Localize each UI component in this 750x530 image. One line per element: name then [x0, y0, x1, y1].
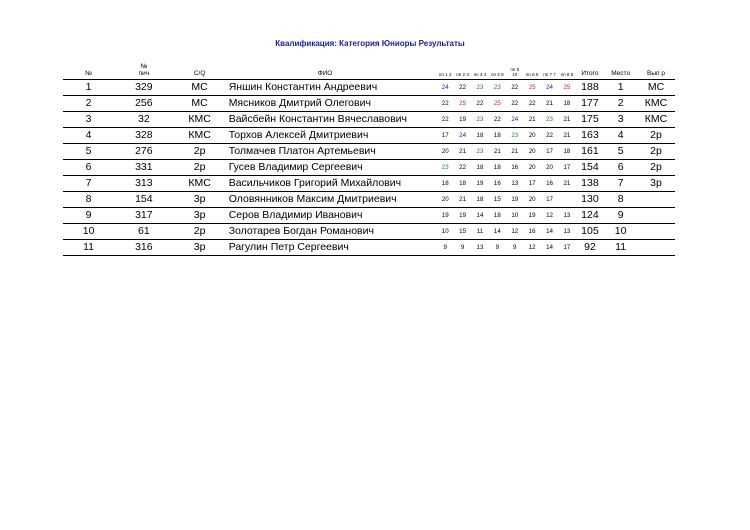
- cell-cq: 3р: [193, 209, 206, 221]
- header-result: Вып р: [647, 70, 665, 77]
- header-series-2: пп 2 3: [456, 72, 469, 77]
- cell-total: 154: [581, 161, 599, 173]
- cell-num: 4: [85, 129, 92, 141]
- cell-series-8: 21: [563, 132, 571, 139]
- cell-total: 161: [581, 145, 599, 157]
- cell-series-2: 19: [459, 116, 467, 123]
- cell-series-4: 16: [493, 180, 501, 187]
- cell-num: 8: [85, 193, 92, 205]
- cell-series-6: 17: [528, 180, 536, 187]
- cell-bib: 316: [135, 241, 153, 253]
- cell-cq: КМС: [188, 177, 211, 189]
- table-row: [63, 192, 675, 208]
- header-total: Итого: [581, 70, 599, 77]
- results-body: [63, 80, 675, 256]
- header-series-3: пп 3 4: [473, 72, 487, 77]
- cell-series-3: 23: [476, 84, 484, 91]
- cell-series-7: 17: [546, 148, 553, 155]
- cell-total: 92: [584, 241, 596, 253]
- cell-series-1: 17: [441, 132, 449, 139]
- cell-series-7: 17: [546, 196, 553, 203]
- cell-series-6: 25: [528, 84, 536, 91]
- cell-bib: 276: [135, 145, 153, 157]
- cell-series-8: 17: [563, 244, 571, 251]
- cell-series-1: 10: [441, 228, 449, 235]
- cell-series-3: 13: [476, 244, 484, 251]
- cell-series-1: 20: [441, 148, 449, 155]
- table-row: [63, 128, 675, 144]
- cell-series-7: 21: [546, 100, 553, 107]
- header-series-1: пп 1 2: [438, 72, 452, 77]
- cell-result: 2р: [650, 161, 662, 173]
- table-row: [63, 176, 675, 192]
- cell-series-7: 16: [546, 180, 553, 187]
- cell-name: Мясников Дмитрий Олегович: [228, 97, 371, 109]
- cell-series-5: 16: [511, 164, 519, 171]
- cell-place: 6: [617, 161, 624, 173]
- cell-cq: 3р: [193, 193, 206, 205]
- cell-series-6: 20: [528, 132, 536, 139]
- header-series-7: пп 7 7: [543, 72, 556, 77]
- cell-series-5: 24: [511, 116, 519, 123]
- cell-series-5: 19: [511, 196, 519, 203]
- cell-num: 2: [85, 97, 92, 109]
- cell-total: 175: [581, 113, 599, 125]
- cell-name: Васильчиков Григорий Михайлович: [228, 177, 402, 189]
- cell-place: 7: [617, 177, 624, 189]
- cell-bib: 256: [135, 97, 153, 109]
- cell-total: 130: [581, 193, 599, 205]
- cell-series-6: 16: [528, 228, 536, 235]
- cell-bib: 61: [137, 225, 150, 237]
- cell-series-1: 20: [441, 196, 449, 203]
- cell-name: Толмачев Платон Артемьевич: [228, 145, 376, 157]
- table-row: [63, 224, 675, 240]
- header-place: Место: [611, 70, 631, 77]
- cell-total: 124: [581, 209, 599, 221]
- cell-series-4: 9: [495, 244, 500, 251]
- cell-series-3: 18: [476, 196, 484, 203]
- cell-series-7: 12: [546, 212, 553, 219]
- cell-total: 105: [581, 225, 599, 237]
- cell-series-1: 9: [443, 244, 447, 251]
- cell-series-5: 13: [511, 180, 519, 187]
- cell-series-6: 22: [528, 100, 536, 107]
- cell-series-7: 22: [546, 132, 553, 139]
- cell-result: КМС: [644, 113, 668, 125]
- cell-place: 1: [617, 81, 624, 93]
- cell-series-5: 10: [511, 212, 519, 219]
- cell-name: Рагулин Петр Сергеевич: [228, 241, 349, 253]
- cell-result: [637, 192, 675, 208]
- header-fio: ФИО: [317, 70, 333, 77]
- cell-series-1: 24: [441, 84, 449, 91]
- cell-series-2: 18: [459, 180, 467, 187]
- cell-series-5: 22: [511, 100, 519, 107]
- cell-series-8: 18: [563, 100, 571, 107]
- cell-name: Серов Владимир Иванович: [228, 209, 363, 221]
- cell-series-2: 15: [459, 228, 467, 235]
- cell-result: КМС: [644, 97, 668, 109]
- cell-place: 5: [617, 145, 624, 157]
- cell-place: 9: [617, 209, 624, 221]
- cell-series-7: 24: [546, 84, 553, 91]
- cell-series-1: 22: [441, 116, 449, 123]
- cell-series-5: 21: [511, 148, 519, 155]
- cell-series-1: 18: [441, 180, 449, 187]
- cell-bib: 331: [135, 161, 153, 173]
- cell-cq: 2р: [193, 145, 206, 157]
- cell-total: 177: [581, 97, 599, 109]
- cell-cq: 2р: [193, 161, 206, 173]
- cell-series-3: 22: [476, 100, 484, 107]
- cell-place: 8: [617, 193, 624, 205]
- cell-name: Вайсбейн Константин Вячеславович: [228, 113, 407, 125]
- cell-series-3: 23: [476, 148, 484, 155]
- cell-series-2: 19: [459, 212, 467, 219]
- cell-place: 4: [617, 129, 624, 141]
- cell-series-2: 22: [459, 84, 467, 91]
- header-bib: [114, 58, 173, 80]
- cell-result: 2р: [650, 129, 662, 141]
- results-table: [63, 58, 675, 256]
- header-num: №: [85, 70, 93, 77]
- cell-name: Золотарев Богдан Романович: [228, 225, 374, 237]
- cell-result: МС: [647, 81, 665, 93]
- header-series-8: пп 8 8: [560, 72, 574, 77]
- cell-bib: 313: [135, 177, 153, 189]
- header-row: [63, 58, 675, 80]
- cell-series-3: 18: [476, 132, 484, 139]
- cell-result: 3р: [650, 177, 662, 189]
- cell-total: 163: [581, 129, 599, 141]
- cell-series-7: 20: [546, 164, 553, 171]
- cell-series-8: [558, 192, 575, 208]
- cell-place: 2: [617, 97, 624, 109]
- cell-name: Торхов Алексей Дмитриевич: [228, 129, 369, 141]
- cell-num: 3: [85, 113, 92, 125]
- cell-series-6: 20: [528, 164, 536, 171]
- cell-series-4: 18: [493, 132, 501, 139]
- cell-series-4: 18: [493, 212, 501, 219]
- header-series-4: пп 4 9: [491, 72, 504, 77]
- cell-series-6: 20: [528, 196, 536, 203]
- cell-place: 3: [617, 113, 624, 125]
- cell-series-8: 21: [563, 180, 571, 187]
- cell-result: [637, 224, 675, 240]
- header-series-5-text: пп 5 10: [510, 67, 520, 77]
- table-row: [63, 240, 675, 256]
- cell-num: 7: [85, 177, 92, 189]
- cell-series-5: 12: [511, 228, 519, 235]
- cell-result: [637, 240, 675, 256]
- cell-series-1: 22: [441, 100, 449, 107]
- cell-num: 10: [82, 225, 95, 237]
- cell-series-8: 21: [563, 116, 571, 123]
- table-row: [63, 208, 675, 224]
- cell-cq: КМС: [188, 113, 211, 125]
- table-row: [63, 144, 675, 160]
- cell-series-3: 19: [476, 180, 484, 187]
- cell-series-2: 24: [459, 132, 467, 139]
- cell-series-3: 18: [476, 164, 484, 171]
- cell-series-8: 13: [563, 228, 571, 235]
- cell-series-8: 25: [563, 84, 571, 91]
- cell-series-2: 21: [459, 148, 467, 155]
- cell-num: 11: [83, 241, 95, 253]
- cell-series-8: 18: [563, 148, 571, 155]
- cell-series-1: 19: [441, 212, 449, 219]
- cell-total: 188: [581, 81, 599, 93]
- cell-series-3: 14: [476, 212, 484, 219]
- cell-series-2: 9: [460, 244, 465, 251]
- header-cq: C/Q: [193, 70, 206, 77]
- cell-series-7: 23: [546, 116, 553, 123]
- header-bib-text: № пич: [138, 63, 150, 77]
- cell-result: [637, 208, 675, 224]
- cell-num: 6: [85, 161, 92, 173]
- cell-series-3: 11: [476, 228, 484, 235]
- cell-bib: 32: [137, 113, 150, 125]
- cell-series-4: 18: [493, 164, 501, 171]
- cell-bib: 329: [135, 81, 153, 93]
- cell-cq: МС: [191, 97, 208, 109]
- cell-series-5: 9: [513, 244, 517, 251]
- cell-cq: МС: [191, 81, 208, 93]
- cell-series-2: 25: [459, 100, 467, 107]
- table-row: [63, 160, 675, 176]
- table-row: [63, 96, 675, 112]
- cell-series-4: 14: [493, 228, 501, 235]
- cell-bib: 154: [135, 193, 153, 205]
- table-row: [63, 112, 675, 128]
- cell-series-4: 22: [493, 116, 501, 123]
- cell-series-1: 23: [441, 164, 449, 171]
- cell-series-2: 21: [459, 196, 467, 203]
- cell-num: 9: [85, 209, 92, 221]
- cell-series-3: 23: [476, 116, 484, 123]
- cell-place: 11: [615, 241, 627, 253]
- table-row: [63, 80, 675, 96]
- cell-series-6: 19: [528, 212, 536, 219]
- cell-bib: 317: [135, 209, 153, 221]
- cell-series-6: 20: [528, 148, 536, 155]
- cell-series-7: 14: [546, 244, 553, 251]
- cell-series-2: 22: [459, 164, 467, 171]
- cell-name: Яншин Константин Андреевич: [228, 81, 378, 93]
- cell-series-4: 23: [493, 84, 501, 91]
- cell-series-8: 17: [563, 164, 571, 171]
- cell-place: 10: [614, 225, 627, 237]
- cell-total: 138: [581, 177, 599, 189]
- cell-series-6: 21: [528, 116, 536, 123]
- cell-cq: 2р: [193, 225, 206, 237]
- cell-series-7: 14: [546, 228, 553, 235]
- cell-num: 1: [85, 81, 92, 93]
- cell-series-5: 22: [511, 84, 519, 91]
- cell-series-6: 12: [528, 244, 536, 251]
- cell-series-4: 15: [493, 196, 501, 203]
- cell-num: 5: [85, 145, 92, 157]
- header-series-5: [506, 58, 523, 80]
- cell-series-4: 21: [493, 148, 501, 155]
- page-title: Квалификация: Категория Юниоры Результаты: [275, 39, 465, 48]
- cell-result: 2р: [650, 145, 662, 157]
- cell-series-5: 23: [511, 132, 519, 139]
- cell-name: Оловянников Максим Дмитриевич: [228, 193, 397, 205]
- cell-series-8: 13: [563, 212, 571, 219]
- cell-cq: 3р: [193, 241, 206, 253]
- cell-cq: КМС: [188, 129, 211, 141]
- cell-series-4: 25: [493, 100, 501, 107]
- cell-name: Гусев Владимир Сергеевич: [228, 161, 363, 173]
- cell-bib: 328: [135, 129, 153, 141]
- header-series-6: пп 6 5: [525, 72, 539, 77]
